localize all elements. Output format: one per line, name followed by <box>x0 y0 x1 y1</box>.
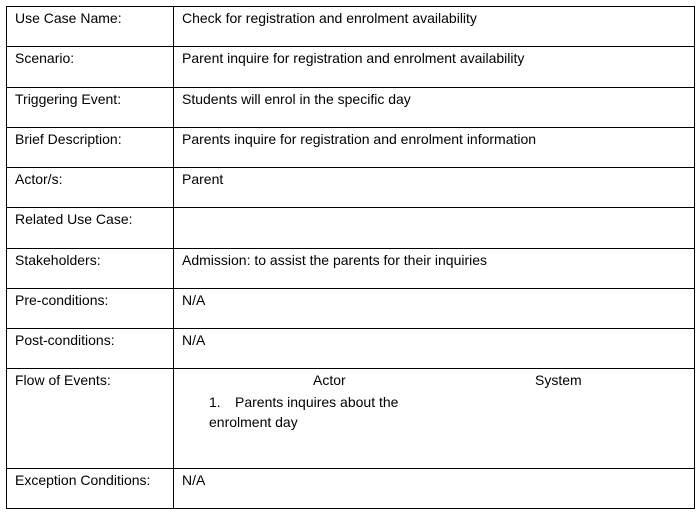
flow-actor-header: Actor <box>313 372 346 388</box>
pre-conditions-label: Pre-conditions: <box>7 289 174 329</box>
brief-description-label: Brief Description: <box>7 128 174 168</box>
scenario-value: Parent inquire for registration and enrolment availability <box>174 47 695 88</box>
row-scenario <box>7 47 695 88</box>
row-actors <box>7 168 695 208</box>
pre-conditions-value: N/A <box>174 289 695 329</box>
row-post-conditions <box>7 329 695 369</box>
related-use-case-value <box>174 208 695 249</box>
flow-step-number: 1. <box>209 394 221 410</box>
triggering-event-value: Students will enrol in the specific day <box>174 88 695 128</box>
post-conditions-label: Post-conditions: <box>7 329 174 369</box>
flow-step <box>209 392 439 432</box>
flow-step-text: Parents inquires about the enrolment day <box>209 394 399 430</box>
stakeholders-label: Stakeholders: <box>7 249 174 289</box>
triggering-event-label: Triggering Event: <box>7 88 174 128</box>
related-use-case-label: Related Use Case: <box>7 208 174 249</box>
row-use-case-name <box>7 7 695 47</box>
exception-conditions-value: N/A <box>174 469 695 509</box>
flow-of-events-cell <box>174 369 695 469</box>
row-pre-conditions <box>7 289 695 329</box>
exception-conditions-label: Exception Conditions: <box>7 469 174 509</box>
flow-of-events-content <box>182 372 686 468</box>
actors-label: Actor/s: <box>7 168 174 208</box>
row-brief-description <box>7 128 695 168</box>
scenario-label: Scenario: <box>7 47 174 88</box>
row-exception-conditions <box>7 469 695 509</box>
flow-system-header: System <box>535 372 582 388</box>
row-stakeholders <box>7 249 695 289</box>
brief-description-value: Parents inquire for registration and enrolment information <box>174 128 695 168</box>
flow-of-events-label: Flow of Events: <box>7 369 174 469</box>
use-case-name-value: Check for registration and enrolment availability <box>174 7 695 47</box>
row-related-use-case <box>7 208 695 249</box>
row-triggering-event <box>7 88 695 128</box>
post-conditions-value: N/A <box>174 329 695 369</box>
row-flow-of-events <box>7 369 695 469</box>
stakeholders-value: Admission: to assist the parents for their inquiries <box>174 249 695 289</box>
use-case-name-label: Use Case Name: <box>7 7 174 47</box>
actors-value: Parent <box>174 168 695 208</box>
use-case-table <box>6 6 695 509</box>
